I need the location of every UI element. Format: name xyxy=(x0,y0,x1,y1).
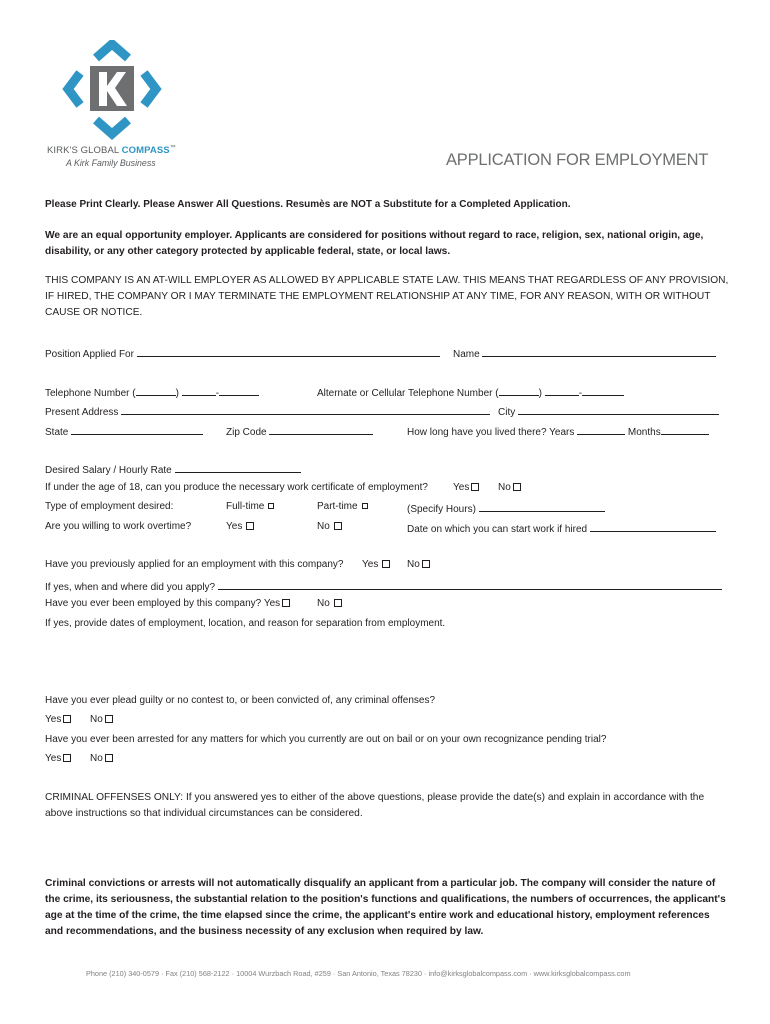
page-title: APPLICATION FOR EMPLOYMENT xyxy=(446,151,709,169)
criminal-q2-yes-checkbox[interactable] xyxy=(63,754,71,762)
how-long-label: How long have you lived there? Years xyxy=(407,427,575,438)
zip-label: Zip Code xyxy=(226,427,267,438)
part-time-option[interactable] xyxy=(317,501,368,513)
address-field[interactable] xyxy=(121,404,490,415)
when-where-row xyxy=(45,579,722,594)
applied-before-question: Have you previously applied for an employment with this company? xyxy=(45,559,344,570)
employed-before-row xyxy=(45,598,290,610)
years-field[interactable] xyxy=(577,424,625,435)
city-row xyxy=(498,404,719,419)
applied-before-yes-checkbox[interactable] xyxy=(382,560,390,568)
criminal-q2-no-option[interactable] xyxy=(90,753,113,765)
criminal-q1-no-label: No xyxy=(90,714,103,725)
employed-before-question: Have you ever been employed by this company? xyxy=(45,598,262,609)
zip-row xyxy=(226,424,373,439)
work-cert-question: If under the age of 18, can you produce the necessary work certificate of employment? xyxy=(45,482,428,493)
criminal-q1-yes-label: Yes xyxy=(45,714,62,725)
applied-before-no-option[interactable] xyxy=(407,559,430,571)
full-time-option[interactable] xyxy=(226,501,274,513)
months-label: Months xyxy=(627,427,661,438)
criminal-question-2: Have you ever been arrested for any matters for which you currently are out on bail or on your own recognizance pending trial? xyxy=(45,734,607,745)
when-where-field[interactable] xyxy=(218,579,722,590)
overtime-no-option[interactable] xyxy=(317,521,342,533)
salary-label: Desired Salary / Hourly Rate xyxy=(45,465,172,476)
name-label: Name xyxy=(453,349,480,360)
criminal-q1-yes-checkbox[interactable] xyxy=(63,715,71,723)
compass-logo-mark xyxy=(62,40,162,140)
criminal-disclaimer: Criminal convictions or arrests will not automatically disqualify an applicant from a particular job. The company will consider the nature of the crime, its seriousness, the substantial relation to the position's functions and qualifications, the numbers of occurrences, the applicant's age at the time of the crime, the time elapsed since the crime, the applicant's entire work and educational history, employment references and recommendations, and the business necessity of any exclusion when required by law. xyxy=(45,878,726,937)
criminal-q2-no-checkbox[interactable] xyxy=(105,754,113,762)
logo-tagline: A Kirk Family Business xyxy=(66,158,156,168)
telephone-label: Telephone Number xyxy=(45,388,130,399)
when-where-label: If yes, when and where did you apply? xyxy=(45,582,216,593)
position-row xyxy=(45,346,440,361)
alt-phone-label: Alternate or Cellular Telephone Number xyxy=(317,388,493,399)
overtime-question: Are you willing to work overtime? xyxy=(45,521,192,532)
telephone-prefix-field[interactable] xyxy=(182,385,216,396)
address-row xyxy=(45,404,490,419)
state-row xyxy=(45,424,203,439)
salary-row xyxy=(45,462,301,477)
work-cert-no-option[interactable] xyxy=(498,482,521,494)
criminal-q2-no-label: No xyxy=(90,753,103,764)
months-field[interactable] xyxy=(661,424,709,435)
zip-field[interactable] xyxy=(269,424,373,435)
applied-before-yes-label: Yes xyxy=(362,559,379,570)
criminal-q1-no-checkbox[interactable] xyxy=(105,715,113,723)
work-cert-yes-option[interactable] xyxy=(453,482,479,494)
criminal-q1-no-option[interactable] xyxy=(90,714,113,726)
overtime-yes-checkbox[interactable] xyxy=(246,522,254,530)
company-logo xyxy=(62,40,162,140)
applied-before-no-checkbox[interactable] xyxy=(422,560,430,568)
criminal-q2-yes-label: Yes xyxy=(45,753,62,764)
work-cert-no-checkbox[interactable] xyxy=(513,483,521,491)
applied-before-no-label: No xyxy=(407,559,420,570)
city-field[interactable] xyxy=(518,404,719,415)
alt-phone-area-code-field[interactable] xyxy=(499,385,539,396)
salary-field[interactable] xyxy=(175,462,301,473)
employment-type-label: Type of employment desired: xyxy=(45,501,174,512)
eeo-statement: We are an equal opportunity employer. Applicants are considered for positions without regard to race, religion, sex, national origin, age, disability, or any other category protected by applicable federal, state, or local laws. xyxy=(45,230,704,257)
start-date-row xyxy=(407,521,716,536)
state-field[interactable] xyxy=(71,424,203,435)
employed-before-no-option[interactable] xyxy=(317,598,342,610)
full-time-label: Full-time xyxy=(226,501,265,512)
position-field[interactable] xyxy=(137,346,440,357)
full-time-checkbox[interactable] xyxy=(268,503,274,509)
at-will-statement: THIS COMPANY IS AN AT-WILL EMPLOYER AS ALLOWED BY APPLICABLE STATE LAW. THIS MEANS THAT REGARDLESS OF ANY PROVISION, IF HIRED, THE COMPANY OR I MAY TERMINATE THE EMPLOYMENT RELATIONSHIP AT ANY TIME, FOR ANY REASON, WITH OR WITHOUT CAUSE OR NOTICE. xyxy=(45,275,729,318)
state-label: State xyxy=(45,427,69,438)
name-field[interactable] xyxy=(482,346,716,357)
work-cert-no-label: No xyxy=(498,482,511,493)
specify-hours-field[interactable] xyxy=(479,501,605,512)
how-long-row xyxy=(407,424,709,439)
work-cert-yes-label: Yes xyxy=(453,482,470,493)
alt-phone-row: Alternate or Cellular Telephone Number ( ) - xyxy=(317,385,624,400)
print-clearly-note: Please Print Clearly. Please Answer All Questions. Resumès are NOT a Substitute for a Completed Application. xyxy=(45,199,571,210)
telephone-line-field[interactable] xyxy=(219,385,259,396)
work-cert-yes-checkbox[interactable] xyxy=(471,483,479,491)
telephone-area-code-field[interactable] xyxy=(136,385,176,396)
overtime-no-label: No xyxy=(317,521,330,532)
overtime-no-checkbox[interactable] xyxy=(334,522,342,530)
overtime-yes-label: Yes xyxy=(226,521,243,532)
alt-phone-prefix-field[interactable] xyxy=(545,385,579,396)
criminal-question-1: Have you ever plead guilty or no contest to, or been convicted of, any criminal offenses? xyxy=(45,695,436,706)
employed-before-yes-checkbox[interactable] xyxy=(282,599,290,607)
logo-wordmark xyxy=(47,145,176,156)
start-date-field[interactable] xyxy=(590,521,716,532)
logo-brand-prefix: KIRK'S GLOBAL xyxy=(47,145,122,157)
position-label: Position Applied For xyxy=(45,349,134,360)
applied-before-yes-option[interactable] xyxy=(362,559,390,571)
employed-before-no-label: No xyxy=(317,598,330,609)
city-label: City xyxy=(498,407,516,418)
criminal-q2-yes-option[interactable] xyxy=(45,753,71,765)
specify-hours-label: (Specify Hours) xyxy=(407,504,476,515)
logo-brand-name: COMPASS xyxy=(121,145,170,157)
employed-before-no-checkbox[interactable] xyxy=(334,599,342,607)
start-date-label: Date on which you can start work if hired xyxy=(407,524,588,535)
logo-trademark: ™ xyxy=(169,145,176,151)
dates-reason-label: If yes, provide dates of employment, location, and reason for separation from employment. xyxy=(45,618,446,629)
address-label: Present Address xyxy=(45,407,119,418)
specify-hours-row xyxy=(407,501,605,516)
telephone-row: Telephone Number ( ) - xyxy=(45,385,259,400)
overtime-yes-option[interactable] xyxy=(226,521,254,533)
alt-phone-line-field[interactable] xyxy=(582,385,624,396)
footer-contact-info: Phone (210) 340-0579 · Fax (210) 568-2122 · 10004 Wurzbach Road, #259 · San Antonio, Texas 78230 · info@kirksglobalcompass.com · www.kirksglobalcompass.com xyxy=(86,969,631,978)
employed-before-yes-label: Yes xyxy=(263,598,281,609)
part-time-label: Part-time xyxy=(317,501,358,512)
criminal-q1-yes-option[interactable] xyxy=(45,714,71,726)
part-time-checkbox[interactable] xyxy=(362,503,368,509)
criminal-offenses-instructions: CRIMINAL OFFENSES ONLY: If you answered yes to either of the above questions, please provide the date(s) and explain in accordance with the above instructions so that individual circumstances can be considered. xyxy=(45,792,705,819)
name-row xyxy=(453,346,716,361)
